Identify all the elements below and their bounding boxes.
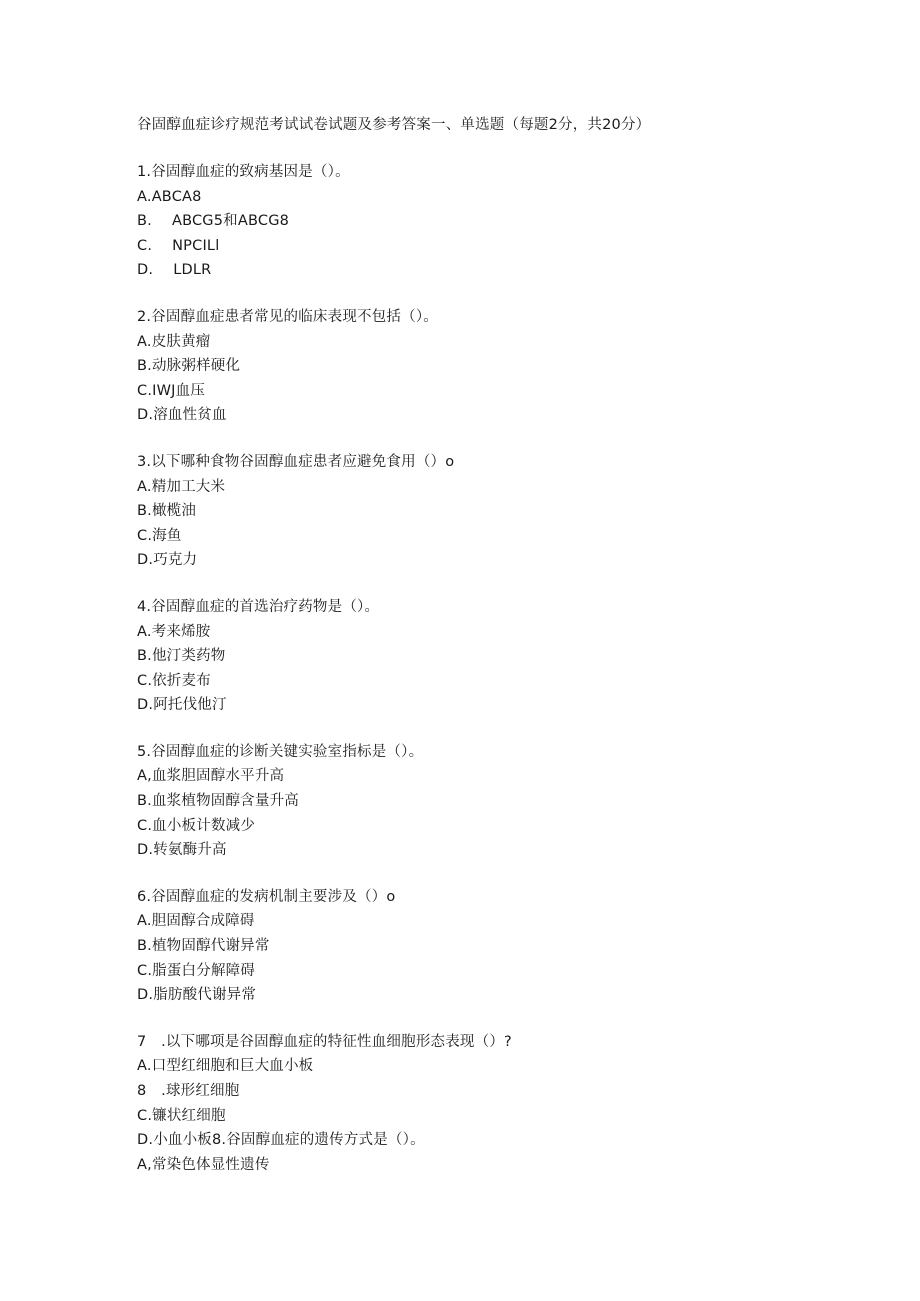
document-title: 谷固醇血症诊疗规范考试试卷试题及参考答案一、单选题（每题2分，共20分）: [137, 117, 651, 133]
option-text: 巧克力: [153, 552, 198, 569]
option-label: A.: [137, 478, 152, 495]
option-label: B.: [137, 938, 152, 955]
option-text: 血浆胆固醇水平升高: [151, 768, 285, 785]
question-3: [137, 450, 837, 573]
option-label: A,: [137, 1156, 152, 1173]
option-label: B.: [137, 648, 152, 665]
option-text: 植物固醇代谢异常: [151, 938, 270, 955]
option-text: 考来烯胺: [151, 623, 211, 640]
option-text: 精加工大米: [151, 478, 226, 495]
question-stem: 1.谷固醇血症的致病基因是（）。: [137, 164, 350, 180]
option-text: 皮肤黄瘤: [151, 333, 211, 350]
option-label: C.: [137, 382, 153, 399]
option-c: [137, 814, 837, 839]
option-d: [137, 1128, 837, 1153]
option-a: [137, 1054, 837, 1079]
option-b: [137, 499, 837, 524]
option-label: C.: [137, 527, 153, 544]
option-label: 8 .: [137, 1083, 166, 1099]
question-7: [137, 1030, 837, 1178]
option-c: [137, 1104, 837, 1129]
option-b: [137, 354, 837, 379]
option-text: LDLR: [173, 262, 212, 279]
option-c: [137, 379, 837, 404]
question-4: [137, 595, 837, 718]
option-text: 小血小板8.谷固醇血症的遗传方式是（）。: [153, 1132, 425, 1149]
option-a-next: [137, 1153, 837, 1178]
option-text: 溶血性贫血: [153, 407, 227, 424]
option-label: C.: [137, 237, 153, 254]
option-text: 他汀类药物: [151, 648, 226, 665]
option-c: [137, 669, 837, 694]
option-c: [137, 524, 837, 549]
option-label: A.: [137, 623, 152, 640]
option-text: 依折麦布: [152, 672, 211, 689]
option-d: [137, 258, 837, 283]
option-text: NPCILl: [172, 237, 220, 254]
option-label: D.: [137, 1132, 154, 1149]
option-text: 血浆植物固醇含量升高: [151, 793, 299, 810]
option-text: 胆固醇合成障碍: [151, 913, 255, 930]
question-stem: 5.谷固醇血症的诊断关键实验室指标是（）。: [137, 743, 424, 760]
option-label: C.: [137, 817, 153, 834]
option-label: D.: [137, 262, 154, 279]
option-label: D.: [137, 552, 154, 569]
option-label: D.: [137, 697, 154, 714]
question-list: [137, 160, 837, 1199]
option-c: [137, 959, 837, 984]
question-stem: 3.以下哪种食物谷固醇血症患者应避免食用（）o: [137, 453, 455, 470]
option-label: A.: [137, 188, 152, 205]
option-text: 常染色体显性遗传: [151, 1156, 270, 1173]
option-text: 转氨酶升高: [153, 842, 227, 859]
option-a: [137, 475, 837, 500]
option-label: D.: [137, 407, 154, 424]
option-text: ABCG5和ABCG8: [171, 213, 290, 230]
option-d: [137, 693, 837, 718]
option-text: 脂肪酸代谢异常: [153, 987, 257, 1004]
option-b: [137, 644, 837, 669]
option-b: [137, 934, 837, 959]
option-a: [137, 330, 837, 355]
option-b: [137, 1079, 837, 1104]
option-a: [137, 909, 837, 934]
question-5: [137, 740, 837, 863]
option-label: B.: [137, 503, 152, 520]
question-stem: 7 .以下哪项是谷固醇血症的特征性血细胞形态表现（）?: [137, 1033, 512, 1050]
question-6: [137, 885, 837, 1008]
option-text: 口型红细胞和巨大血小板: [151, 1058, 314, 1075]
option-b: [137, 209, 837, 234]
question-1: [137, 160, 837, 283]
option-text: ABCA8: [151, 188, 202, 205]
option-label: B.: [137, 793, 152, 810]
option-text: IWJ血压: [152, 382, 206, 399]
option-d: [137, 983, 837, 1008]
option-text: 血小板计数减少: [152, 817, 256, 834]
question-stem: 4.谷固醇血症的首选治疗药物是（）。: [137, 598, 380, 615]
option-text: 海鱼: [152, 527, 182, 544]
option-label: D.: [137, 842, 154, 859]
option-b: [137, 789, 837, 814]
option-text: 阿托伐他汀: [153, 697, 227, 714]
question-stem: 6.谷固醇血症的发病机制主要涉及（）o: [137, 888, 396, 905]
option-d: [137, 838, 837, 863]
option-c: [137, 234, 837, 259]
option-d: [137, 403, 837, 428]
option-label: C.: [137, 962, 153, 979]
option-a: [137, 764, 837, 789]
option-a: [137, 185, 837, 210]
option-label: A.: [137, 913, 152, 930]
option-label: D.: [137, 987, 154, 1004]
option-text: 橄榄油: [151, 503, 197, 520]
option-label: B.: [137, 213, 152, 230]
option-label: A.: [137, 1058, 152, 1075]
option-text: 镰状红细胞: [152, 1107, 226, 1124]
option-label: B.: [137, 358, 152, 375]
option-text: 球形红细胞: [165, 1083, 240, 1099]
option-label: C.: [137, 672, 153, 689]
option-label: C.: [137, 1107, 153, 1124]
option-a: [137, 620, 837, 645]
option-text: 动脉粥样硬化: [151, 358, 241, 375]
option-d: [137, 548, 837, 573]
option-text: 脂蛋白分解障碍: [152, 962, 256, 979]
question-2: [137, 305, 837, 428]
question-stem: 2.谷固醇血症患者常见的临床表现不包括（）。: [137, 308, 438, 325]
option-label: A.: [137, 333, 152, 350]
option-label: A,: [137, 768, 152, 785]
